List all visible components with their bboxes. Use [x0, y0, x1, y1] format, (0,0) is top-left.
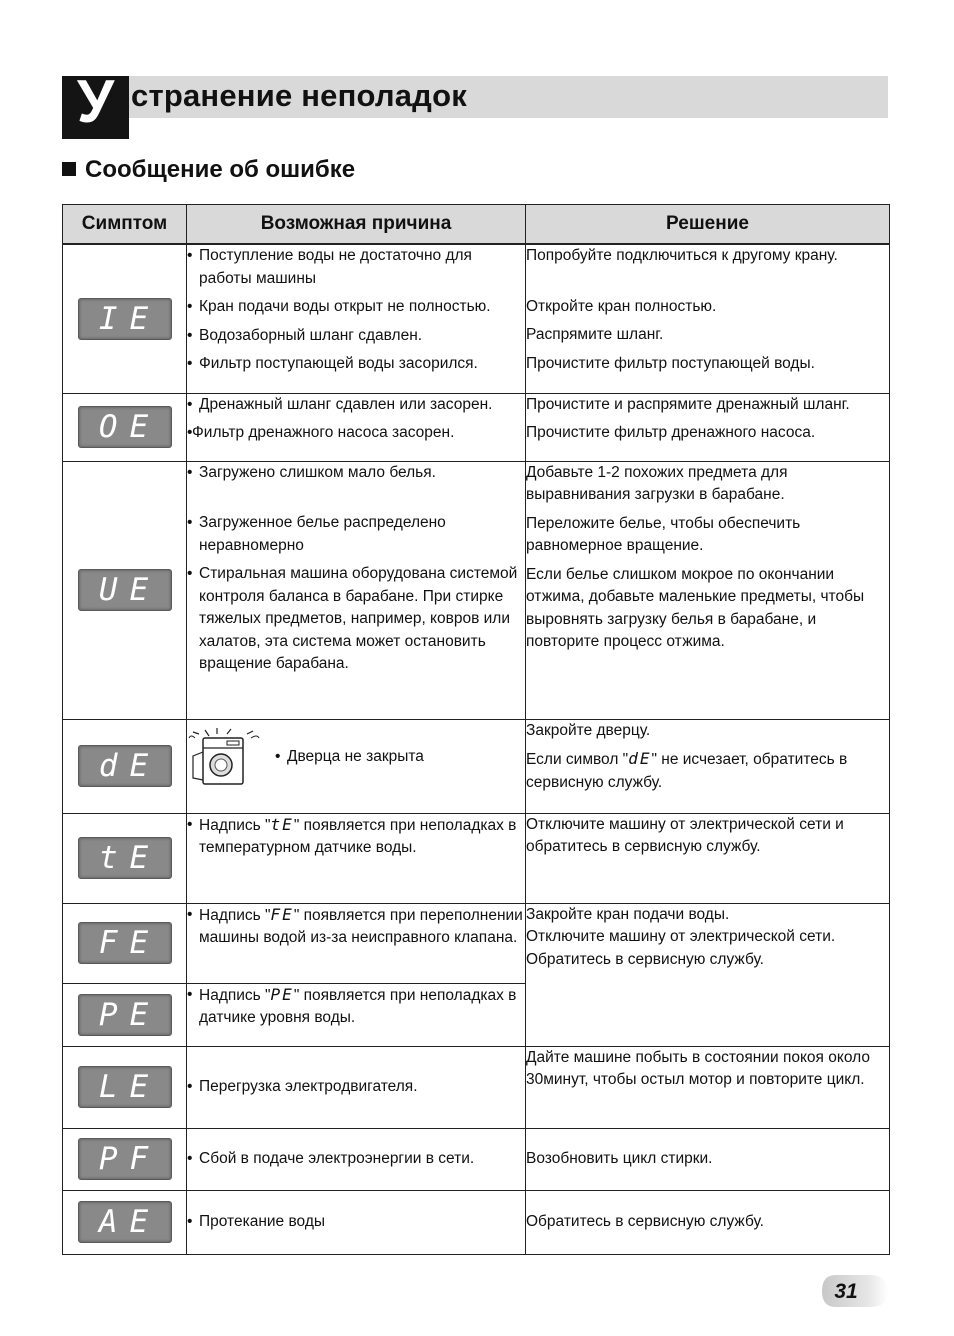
cause-item: • Дренажный шланг сдавлен или засорен.: [187, 394, 525, 417]
solution-cell: [526, 1046, 890, 1128]
error-display-de: dE: [78, 745, 172, 787]
cause-cell: [187, 903, 526, 983]
symptom-cell: [63, 244, 187, 393]
cause-item: • Надпись "PE" появляется при неполадках в датчике уровня воды.: [187, 984, 525, 1030]
cause-item: • Перегрузка электродвигателя.: [187, 1076, 525, 1099]
inline-error-code: dE: [628, 749, 652, 768]
solution-item: Обратитесь в сервисную службу.: [526, 1212, 764, 1230]
solution-item: Закройте кран подачи воды.: [526, 905, 730, 923]
cause-cell: [187, 813, 526, 903]
table-header-row: [63, 205, 890, 245]
table-row: [63, 1046, 890, 1128]
table-row: [63, 393, 890, 461]
cause-item: • Надпись "tE" появляется при неполадках в температурном датчике воды.: [187, 814, 525, 860]
symptom-cell: [63, 461, 187, 719]
cause-item: • Фильтр поступающей воды засорился.: [187, 353, 525, 376]
error-display-te: tE: [78, 837, 172, 879]
solution-item: Дайте машине побыть в состоянии покоя около 30минут, чтобы остыл мотор и повторите цикл.: [526, 1048, 870, 1088]
cause-cell: [187, 719, 526, 813]
cause-item: • Протекание воды: [187, 1211, 525, 1234]
error-display-pe: PE: [78, 994, 172, 1036]
solution-item: Откройте кран полностью.: [526, 297, 717, 315]
symptom-cell: [63, 983, 187, 1046]
solution-item: Переложите белье, чтобы обеспечить равномерное вращение.: [526, 514, 801, 554]
solution-cell: [526, 719, 890, 813]
error-display-ie: IE: [78, 298, 172, 340]
solution-cell: [526, 461, 890, 719]
error-table: [62, 204, 890, 1255]
table-row: [63, 719, 890, 813]
square-bullet-icon: [62, 162, 76, 176]
title-letter-block: У: [62, 76, 129, 139]
table-row: [63, 903, 890, 983]
solution-item: Отключите машину от электрической сети.: [526, 928, 836, 945]
inline-error-code: tE: [270, 814, 294, 834]
cause-item: • Стиральная машина оборудована системой контроля баланса в барабане. При стирке тяжелых предметов, например, ковров или халатов, эта система может остановить вращение барабана.: [187, 563, 525, 676]
cause-cell: [187, 393, 526, 461]
cause-item: • Кран подачи воды открыт не полностью.: [187, 296, 525, 319]
solution-item: Распрямите шланг.: [526, 326, 664, 343]
cause-item: • Сбой в подаче электроэнергии в сети.: [187, 1148, 525, 1171]
solution-item: Добавьте 1-2 похожих предмета для выравнивания загрузки в барабане.: [526, 463, 788, 503]
inline-error-code: FE: [270, 904, 294, 924]
error-display-ae: AE: [78, 1201, 172, 1243]
cause-cell: [187, 461, 526, 719]
table-row: [63, 1128, 890, 1190]
table-row: [63, 1190, 890, 1254]
symptom-cell: [63, 393, 187, 461]
page-title: странение неполадок: [131, 78, 467, 113]
error-display-le: LE: [78, 1066, 172, 1108]
cause-cell: [187, 1046, 526, 1128]
solution-cell: [526, 244, 890, 393]
cause-cell: [187, 1128, 526, 1190]
symptom-cell: [63, 1046, 187, 1128]
col-header-solution: Решение: [526, 205, 890, 245]
symptom-cell: [63, 813, 187, 903]
cause-item: • Фильтр дренажного насоса засорен.: [187, 422, 525, 445]
solution-item: Попробуйте подключиться к другому крану.: [526, 247, 838, 264]
cause-item: • Загруженное белье распределено неравномерно: [187, 512, 525, 557]
table-row: [63, 461, 890, 719]
solution-item: Если белье слишком мокрое по окончании отжима, добавьте маленькие предметы, чтобы выровнять загрузку белья в барабане, и повторите процесс отжима.: [526, 565, 865, 650]
solution-cell: [526, 1190, 890, 1254]
cause-item: • Дверца не закрыта: [275, 746, 424, 769]
cause-item: • Загружено слишком мало белья.: [187, 462, 525, 485]
solution-cell: [526, 903, 890, 1046]
solution-cell: [526, 813, 890, 903]
solution-item: Прочистите и распрямите дренажный шланг.: [526, 395, 850, 413]
cause-cell: [187, 1190, 526, 1254]
error-display-fe: FE: [78, 922, 172, 964]
cause-cell: [187, 244, 526, 393]
cause-item: • Надпись "FE" появляется при переполнении машины водой из-за неисправного клапана.: [187, 904, 525, 950]
col-header-cause: Возможная причина: [187, 205, 526, 245]
error-display-oe: OE: [78, 406, 172, 448]
section-heading: [62, 154, 355, 186]
solution-item: Возобновить цикл стирки.: [526, 1149, 713, 1167]
symptom-cell: [63, 903, 187, 983]
solution-item: Отключите машину от электрической сети и обратитесь в сервисную службу.: [526, 815, 844, 855]
table-row: [63, 813, 890, 903]
solution-item: Обратитесь в сервисную службу.: [526, 950, 764, 968]
symptom-cell: [63, 1128, 187, 1190]
page-number: 31: [834, 1280, 858, 1303]
table-row: [63, 244, 890, 393]
solution-item: Если символ "dE" не исчезает, обратитесь в сервисную службу.: [526, 749, 848, 791]
error-display-pf: PF: [78, 1138, 172, 1180]
cause-cell: [187, 983, 526, 1046]
cause-item: • Водозаборный шланг сдавлен.: [187, 325, 525, 348]
symptom-cell: [63, 719, 187, 813]
col-header-symptom: Симптом: [63, 205, 187, 245]
error-display-ue: UE: [78, 569, 172, 611]
solution-item: Прочистите фильтр дренажного насоса.: [526, 424, 816, 441]
solution-cell: [526, 393, 890, 461]
solution-item: Прочистите фильтр поступающей воды.: [526, 354, 815, 372]
door-cause: [187, 720, 525, 788]
inline-error-code: PE: [270, 984, 294, 1004]
washing-machine-door-icon: [187, 728, 261, 788]
symptom-cell: [63, 1190, 187, 1254]
solution-cell: [526, 1128, 890, 1190]
cause-item: • Поступление воды не достаточно для работы машины: [187, 245, 525, 290]
solution-item: Закройте дверцу.: [526, 721, 651, 739]
section-title: Сообщение об ошибке: [85, 156, 356, 183]
